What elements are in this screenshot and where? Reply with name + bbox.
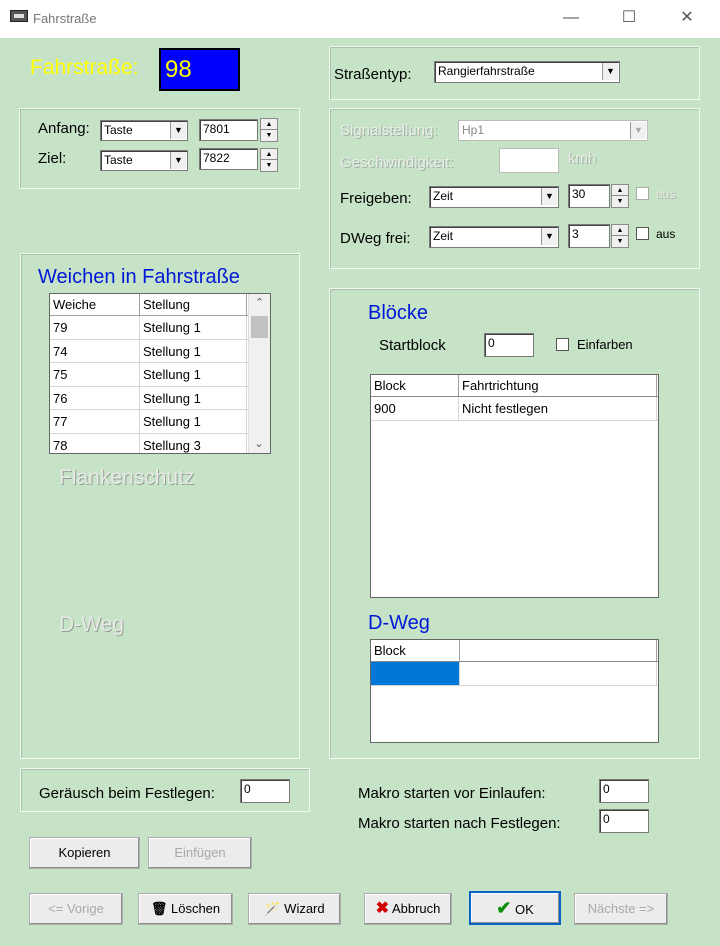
blocks-table-header	[371, 375, 658, 397]
table-cell[interactable]: Stellung 1	[140, 387, 247, 410]
signal-label: Signalstellung:	[340, 122, 438, 139]
sound-label: Geräusch beim Festlegen:	[39, 785, 215, 802]
delete-label: Löschen	[170, 901, 221, 916]
magic-wand-icon: 🪄	[264, 901, 281, 916]
route-label: Fahrstraße:	[30, 56, 139, 79]
cancel-label: Abbruch	[391, 901, 441, 916]
column-header[interactable]: Block	[371, 375, 459, 396]
dropdown-arrow-icon[interactable]: ▼	[602, 63, 618, 80]
start-value-input[interactable]: 7801	[199, 119, 258, 141]
signal-select[interactable]	[458, 120, 648, 141]
table-cell[interactable]: 77	[50, 410, 140, 433]
dweg-left-heading: D-Weg	[59, 613, 124, 636]
selected-cell[interactable]	[371, 662, 460, 685]
spin-down-icon[interactable]: ▼	[265, 132, 273, 139]
table-cell[interactable]: Stellung 3	[140, 434, 247, 455]
dweg-label: DWeg frei:	[340, 230, 411, 247]
table-cell[interactable]: 78	[50, 434, 140, 455]
route-type-label: Straßentyp:	[334, 66, 412, 83]
route-number: 98	[159, 48, 240, 91]
dweg-table-header	[371, 640, 658, 662]
close-button[interactable]: ✕	[680, 9, 694, 26]
release-mode-select[interactable]	[429, 186, 559, 208]
dropdown-arrow-icon[interactable]: ▼	[170, 122, 186, 139]
copy-button[interactable]: Kopieren	[29, 837, 140, 869]
dweg-spinner[interactable]	[611, 224, 629, 248]
dropdown-arrow-icon[interactable]: ▼	[630, 122, 646, 139]
sound-input[interactable]: 0	[240, 779, 290, 803]
switches-heading: Weichen in Fahrstraße	[38, 266, 240, 288]
route-type-select[interactable]	[434, 61, 620, 83]
release-mode-value: Zeit	[433, 189, 454, 203]
ok-label: OK	[514, 902, 534, 917]
dweg-mode-select[interactable]	[429, 226, 559, 248]
column-header[interactable]	[460, 640, 657, 661]
table-cell[interactable]: 79	[50, 316, 140, 339]
release-label: Freigeben:	[340, 190, 412, 207]
macro-before-input[interactable]: 0	[599, 779, 649, 803]
table-row[interactable]	[371, 662, 658, 686]
release-value-input[interactable]: 30	[568, 184, 610, 208]
table-cell[interactable]: 75	[50, 363, 140, 386]
checkmark-icon: ✔	[496, 898, 512, 918]
blocks-table[interactable]	[370, 374, 659, 598]
table-cell[interactable]: Stellung 1	[140, 410, 247, 433]
dweg-mode-value: Zeit	[433, 229, 454, 243]
trash-icon: 🗑	[150, 901, 168, 916]
table-row[interactable]	[50, 410, 248, 434]
table-row[interactable]	[50, 434, 248, 455]
speed-unit: kmh	[568, 150, 597, 167]
column-header[interactable]: Block	[371, 640, 460, 661]
paste-button[interactable]: Einfügen	[148, 837, 252, 869]
einfarben-label: Einfarben	[577, 337, 633, 352]
table-cell[interactable]: Stellung 1	[140, 363, 247, 386]
switches-table[interactable]	[49, 293, 271, 454]
signal-value: Hp1	[462, 123, 485, 137]
dweg-aus-checkbox[interactable]	[636, 227, 649, 240]
dropdown-arrow-icon[interactable]: ▼	[541, 228, 557, 245]
speed-input[interactable]	[499, 148, 559, 173]
column-header[interactable]: Stellung	[140, 294, 247, 315]
ok-button[interactable]	[469, 891, 561, 925]
dweg-right-heading: D-Weg	[368, 612, 430, 634]
end-label: Ziel:	[38, 150, 67, 167]
start-spinner[interactable]	[260, 118, 278, 142]
table-row[interactable]	[50, 363, 248, 387]
scroll-down-icon[interactable]: ⌄	[254, 438, 264, 450]
startblock-input[interactable]: 0	[484, 333, 534, 357]
table-cell[interactable]: 76	[50, 387, 140, 410]
dweg-value-input[interactable]: 3	[568, 224, 610, 248]
release-spinner[interactable]	[611, 184, 629, 208]
table-cell[interactable]: 900	[371, 397, 459, 420]
cancel-button[interactable]	[364, 893, 452, 925]
scroll-up-icon[interactable]: ⌃	[254, 297, 265, 309]
blocks-heading: Blöcke	[368, 302, 429, 324]
spin-up-icon[interactable]: ▲	[261, 149, 277, 160]
spin-up-icon[interactable]: ▲	[261, 119, 277, 130]
table-cell[interactable]	[460, 662, 657, 685]
table-cell[interactable]: Nicht festlegen	[459, 397, 657, 420]
macro-before-label: Makro starten vor Einlaufen:	[358, 785, 546, 802]
previous-button[interactable]: <= Vorige	[29, 893, 123, 925]
next-button[interactable]: Nächste =>	[574, 893, 668, 925]
table-row[interactable]	[50, 316, 248, 340]
column-header[interactable]: Weiche	[50, 294, 140, 315]
table-cell[interactable]: Stellung 1	[140, 316, 247, 339]
dropdown-arrow-icon[interactable]: ▼	[541, 188, 557, 205]
table-row[interactable]	[371, 397, 658, 421]
start-label: Anfang:	[38, 120, 90, 137]
minimize-button[interactable]: —	[563, 9, 579, 26]
dweg-table[interactable]	[370, 639, 659, 743]
dweg-aus-label: aus	[656, 227, 676, 241]
spin-down-icon[interactable]: ▼	[616, 238, 624, 245]
table-cell[interactable]: 74	[50, 340, 140, 363]
delete-button[interactable]	[138, 893, 233, 925]
end-spinner[interactable]	[260, 148, 278, 172]
spin-down-icon[interactable]: ▼	[616, 198, 624, 205]
einfarben-checkbox[interactable]	[556, 338, 569, 351]
scroll-thumb[interactable]	[251, 316, 268, 338]
column-header[interactable]: Fahrtrichtung	[459, 375, 657, 396]
window-title: Fahrstraße	[33, 11, 97, 26]
macro-after-label: Makro starten nach Festlegen:	[358, 815, 561, 832]
flank-protection-heading: Flankenschutz	[59, 466, 195, 489]
route-type-value: Rangierfahrstraße	[438, 64, 535, 78]
app-icon	[10, 10, 28, 22]
switches-table-header	[50, 294, 248, 316]
end-type-select[interactable]	[100, 150, 188, 171]
vertical-scrollbar[interactable]	[248, 294, 270, 453]
wizard-label: Wizard	[284, 901, 325, 916]
table-cell[interactable]: Stellung 1	[140, 340, 247, 363]
table-row[interactable]	[50, 340, 248, 364]
wizard-button[interactable]	[248, 893, 341, 925]
spin-down-icon[interactable]: ▼	[265, 162, 273, 169]
start-type-select[interactable]	[100, 120, 188, 141]
release-aus-checkbox[interactable]	[636, 187, 649, 200]
spin-up-icon[interactable]: ▲	[612, 225, 628, 236]
release-aus-label: aus	[656, 187, 676, 201]
red-x-icon: ✖	[375, 900, 390, 917]
dropdown-arrow-icon[interactable]: ▼	[170, 152, 186, 169]
end-value-input[interactable]: 7822	[199, 148, 258, 170]
maximize-button[interactable]: ☐	[621, 9, 637, 26]
macro-after-input[interactable]: 0	[599, 809, 649, 833]
table-row[interactable]	[50, 387, 248, 411]
title-bar	[0, 0, 720, 38]
end-type-value: Taste	[104, 153, 133, 167]
start-type-value: Taste	[104, 123, 133, 137]
startblock-label: Startblock	[379, 337, 446, 354]
speed-label: Geschwindigkeit:	[340, 154, 454, 171]
spin-up-icon[interactable]: ▲	[612, 185, 628, 196]
